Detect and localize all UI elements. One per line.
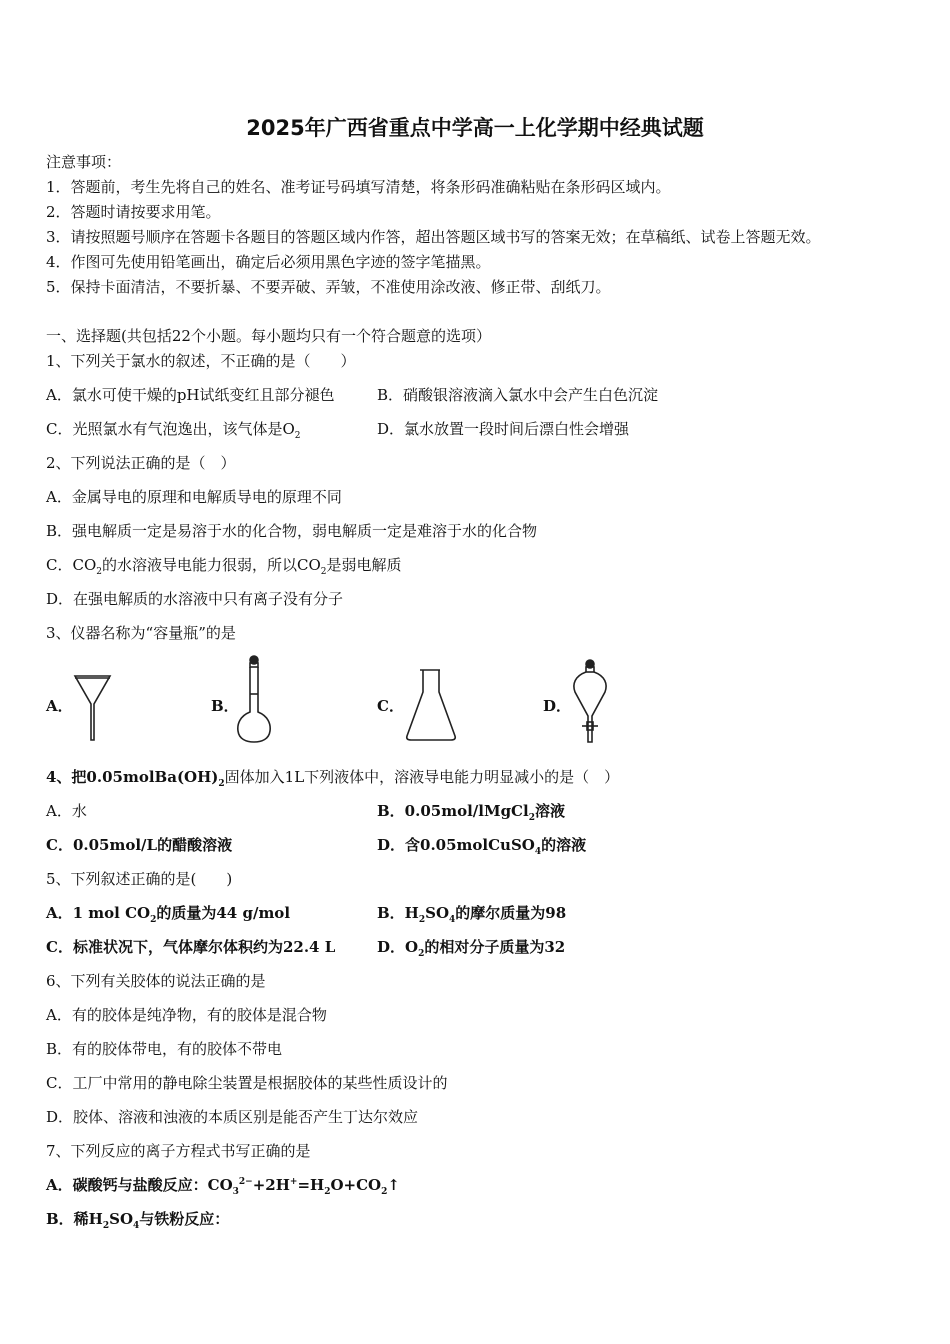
- option-d: D．$O_2$的相对分子质量为32: [377, 938, 566, 959]
- notice-heading: 注意事项：: [46, 153, 122, 171]
- question-stem: 7、下列反应的离子方程式书写正确的是: [46, 1142, 311, 1160]
- question-stem: 4、把$0.05molBa(OH)_2$固体加入1L下列液体中，溶液导电能力明显减小的是（ ）: [46, 768, 620, 789]
- page-title: 2025年广西省重点中学高一上化学期中经典试题: [246, 116, 704, 140]
- option-d: D．在强电解质的水溶液中只有离子没有分子: [46, 590, 344, 608]
- option-a: A．碳酸钙与盐酸反应：$CO_3^{2-}+2H^+=H_2O+CO_2↑$: [46, 1176, 400, 1197]
- option-a: A．水: [46, 802, 87, 820]
- option-d: D．胶体、溶液和浊液的本质区别是能否产生丁达尔效应: [46, 1108, 419, 1126]
- separatory-funnel-icon: [567, 658, 613, 746]
- option-a: A．1 mol $CO_2$的质量为44 g/mol: [46, 904, 291, 925]
- option-b: B．强电解质一定是易溶于水的化合物，弱电解质一定是难溶于水的化合物: [46, 522, 538, 540]
- option-a: A．有的胶体是纯净物，有的胶体是混合物: [46, 1006, 327, 1024]
- question-stem: 5、下列叙述正确的是( ): [46, 870, 233, 888]
- option-d: D．氯水放置一段时间后漂白性会增强: [377, 420, 630, 438]
- option-b: B．$H_2SO_4$的摩尔质量为98: [377, 904, 567, 925]
- question-stem: 1、下列关于氯水的叙述，不正确的是（ ）: [46, 352, 356, 370]
- option-c-label: C．: [377, 697, 404, 715]
- option-d: D．含0.05molCuSO$_4$的溶液: [377, 836, 587, 857]
- question-stem: 2、下列说法正确的是（ ）: [46, 454, 236, 472]
- option-d-label: D．: [543, 697, 572, 715]
- option-c: C．标准状况下，气体摩尔体积约为22.4 L: [46, 938, 336, 956]
- option-c: C．光照氯水有气泡逸出，该气体是$O_2$: [46, 420, 301, 441]
- option-b: B．有的胶体带电，有的胶体不带电: [46, 1040, 283, 1058]
- funnel-icon: [72, 672, 114, 744]
- option-b: B．硝酸银溶液滴入氯水中会产生白色沉淀: [377, 386, 659, 404]
- notice-item: 5．保持卡面清洁，不要折暴、不要弄破、弄皱，不准使用涂改液、修正带、刮纸刀。: [46, 278, 611, 296]
- option-a-label: A．: [46, 697, 73, 715]
- section-heading: 一、选择题(共包括22个小题。每小题均只有一个符合题意的选项）: [46, 327, 491, 345]
- option-b-label: B．: [211, 697, 239, 715]
- option-c: C．0.05mol/L的醋酸溶液: [46, 836, 233, 854]
- option-a: A．金属导电的原理和电解质导电的原理不同: [46, 488, 342, 506]
- conical-flask-icon: [403, 666, 459, 744]
- notice-item: 1．答题前，考生先将自己的姓名、准考证号码填写清楚，将条形码准确粘贴在条形码区域内。: [46, 178, 671, 196]
- notice-item: 4．作图可先使用铅笔画出，确定后必须用黑色字迹的签字笔描黑。: [46, 253, 491, 271]
- option-b: B．稀$H_2SO_4$与铁粉反应：: [46, 1210, 230, 1231]
- notice-item: 2．答题时请按要求用笔。: [46, 203, 221, 221]
- option-a: A．氯水可使干燥的pH试纸变红且部分褪色: [46, 386, 335, 404]
- question-stem: 6、下列有关胶体的说法正确的是: [46, 972, 266, 990]
- notice-item: 3．请按照题号顺序在答题卡各题目的答题区域内作答，超出答题区域书写的答案无效；在草稿纸、试卷上答题无效。: [46, 228, 821, 246]
- option-c: C．工厂中常用的静电除尘装置是根据胶体的某些性质设计的: [46, 1074, 448, 1092]
- question-stem: 3、仪器名称为“容量瓶”的是: [46, 624, 236, 642]
- volumetric-flask-icon: [234, 654, 274, 744]
- option-c: C．$CO_2$的水溶液导电能力很弱，所以$CO_2$是弱电解质: [46, 556, 402, 577]
- option-b: B．0.05mol/lMgCl$_2$溶液: [377, 802, 565, 823]
